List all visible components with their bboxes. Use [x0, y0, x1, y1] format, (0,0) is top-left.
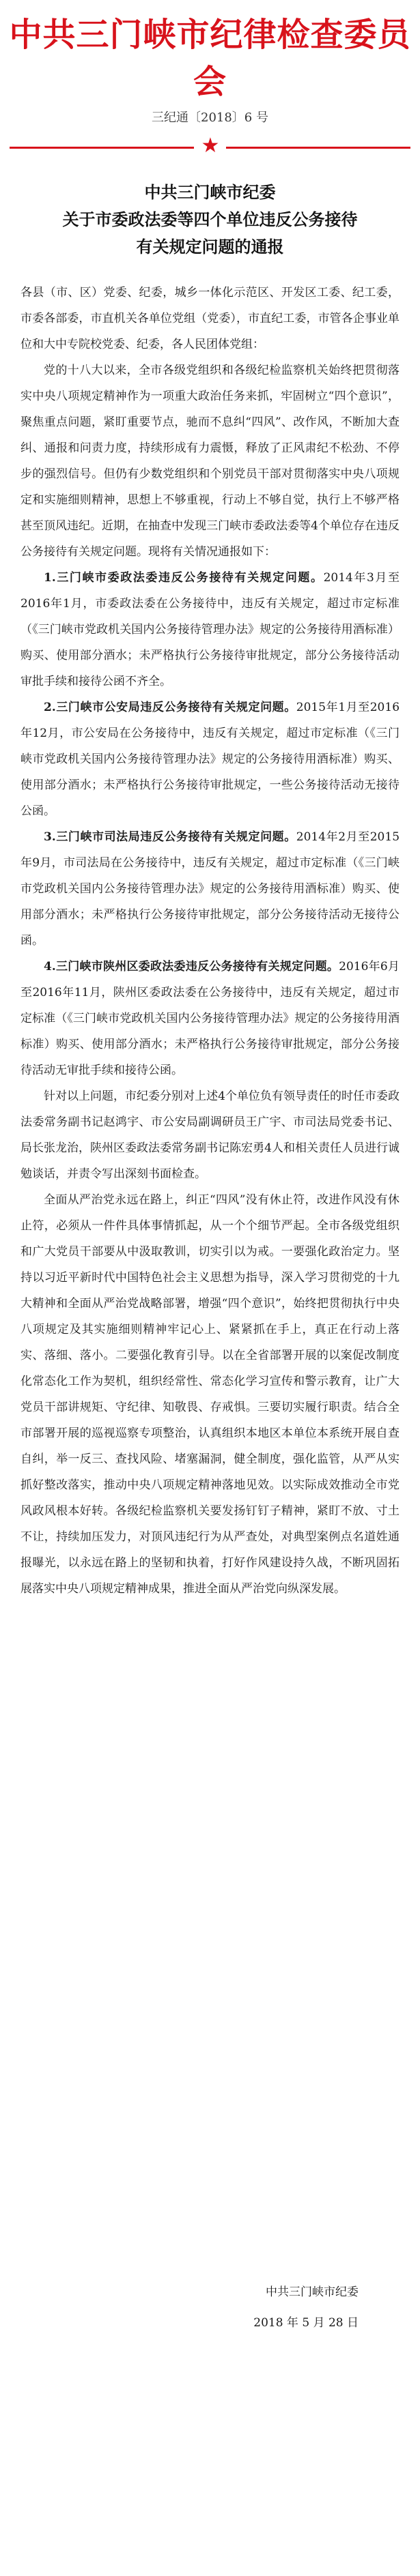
case-paragraph	[20, 694, 400, 824]
signature-date: 2018 年 5 月 28 日	[253, 2316, 359, 2330]
case-paragraph	[20, 824, 400, 954]
document-title-line-1: 中共三门峡市纪委	[144, 182, 276, 202]
masthead-title: 中共三门峡市纪律检查委员会	[9, 16, 411, 101]
case-heading: 4.三门峡市陕州区委政法委违反公务接待有关规定问题。	[44, 960, 339, 974]
case-text: 2016年6月至2016年11月，陕州区委政法委在公务接待中，违反有关规定，超过市定标准（《三门峡市党政机关国内公务接待管理办法》规定的公务接待用酒标准）购买、使用部分酒水；未严格执行公务接待审批规定，部分公务接待活动无审批手续和接待公函。	[20, 960, 400, 1077]
closing-paragraph: 全面从严治党永远在路上，纠正“四风”没有休止符，改进作风没有休止符，必须从一件件具体事情抓起，从一个个细节严起。全市各级党组织和广大党员干部要从中汲取教训，切实引以为戒。一要强化政治定力。坚持以习近平新时代中国特色社会主义思想为指导，深入学习贯彻党的十九大精神和全面从严治党战略部署，增强“四个意识”，始终把贯彻执行中央八项规定及其实施细则精神牢记心上、紧紧抓在手上，真正在行动上落实、落细、落小。二要强化教育引导。以在全省部署开展的以案促改制度化常态化工作为契机，组织经常性、常态化学习宣传和警示教育，让广大党员干部讲规矩、守纪律、知敬畏、存戒惧。三要切实履行职责。结合全市部署开展的巡视巡察专项整治，认真组织本地区本单位本系统开展自查自纠，举一反三、查找风险、堵塞漏洞，健全制度，强化监管，从严从实抓好整改落实，推动中央八项规定精神落地见效。以实际成效推动全市党风政风根本好转。各级纪检监察机关要发扬钉钉子精神，紧盯不放、寸土不让，持续加压发力，对顶风违纪行为从严查处，对典型案例点名道姓通报曝光，以永远在路上的坚韧和执着，打好作风建设持久战，不断巩固拓展落实中央八项规定精神成果，推进全面从严治党向纵深发展。	[20, 1193, 400, 1596]
document-title-line-2: 关于市委政法委等四个单位违反公务接待	[62, 209, 358, 229]
case-heading: 3.三门峡市司法局违反公务接待有关规定问题。	[44, 830, 296, 844]
document-number: 三纪通〔2018〕6 号	[152, 111, 268, 125]
case-paragraph	[20, 565, 400, 694]
case-text: 2014年3月至2016年1月，市委政法委在公务接待中，违反有关规定，超过市定标准（《三门峡市党政机关国内公务接待管理办法》规定的公务接待用酒标准）购买、使用部分酒水；未严格执行公务接待审批规定，部分公务接待活动审批手续和接待公函不齐全。	[20, 571, 400, 688]
document-title-line-3: 有关规定问题的通报	[136, 237, 284, 257]
red-line-left	[10, 147, 194, 149]
signature-org: 中共三门峡市纪委	[266, 2285, 359, 2299]
document-body	[20, 280, 400, 1602]
case-heading: 1.三门峡市委政法委违反公务接待有关规定问题。	[44, 571, 324, 585]
addressee: 各县（市、区）党委、纪委，城乡一体化示范区、开发区工委、纪工委，市委各部委，市直机关各单位党组（党委），市直纪工委，市管各企事业单位和大中专院校党委、纪委，各人民团体党组：	[20, 286, 400, 351]
red-divider	[10, 134, 410, 158]
case-paragraph	[20, 954, 400, 1083]
red-line-right	[226, 147, 410, 149]
case-text: 2015年1月至2016年12月，市公安局在公务接待中，违反有关规定，超过市定标准（《三门峡市党政机关国内公务接待管理办法》规定的公务接待用酒标准）购买、使用部分酒水；未严格执行公务接待审批规定，一些公务接待活动无接待公函。	[20, 701, 400, 818]
intro-paragraph: 党的十八大以来，全市各级党组织和各级纪检监察机关始终把贯彻落实中央八项规定精神作为一项重大政治任务来抓，牢固树立“四个意识”，聚焦重点问题，紧盯重要节点，驰而不息纠“四风”、改作风，不断加大查纠、通报和问责力度，持续形成有力震慑，释放了正风肃纪不松劲、不停步的强烈信号。但仍有少数党组织和个别党员干部对贯彻落实中央八项规定和实施细则精神，思想上不够重视，行动上不够自觉，执行上不够严格甚至顶风违纪。近期，在抽查中发现三门峡市委政法委等4个单位存在违反公务接待有关规定问题。现将有关情况通报如下：	[20, 364, 400, 559]
case-text: 2014年2月至2015年9月，市司法局在公务接待中，违反有关规定，超过市定标准（《三门峡市党政机关国内公务接待管理办法》规定的公务接待用酒标准）购买、使用部分酒水；未严格执行公务接待审批规定，部分公务接待活动无接待公函。	[20, 830, 400, 948]
star-icon: ★	[201, 134, 220, 158]
case-heading: 2.三门峡市公安局违反公务接待有关规定问题。	[44, 701, 296, 714]
closing-paragraph: 针对以上问题，市纪委分别对上述4个单位负有领导责任的时任市委政法委常务副书记赵鸿宇、市公安局副调研员王广宇、市司法局党委书记、局长张龙治，陕州区委政法委常务副书记陈宏勇4人和相关责任人员进行诚勉谈话，并责令写出深刻书面检查。	[20, 1089, 400, 1181]
